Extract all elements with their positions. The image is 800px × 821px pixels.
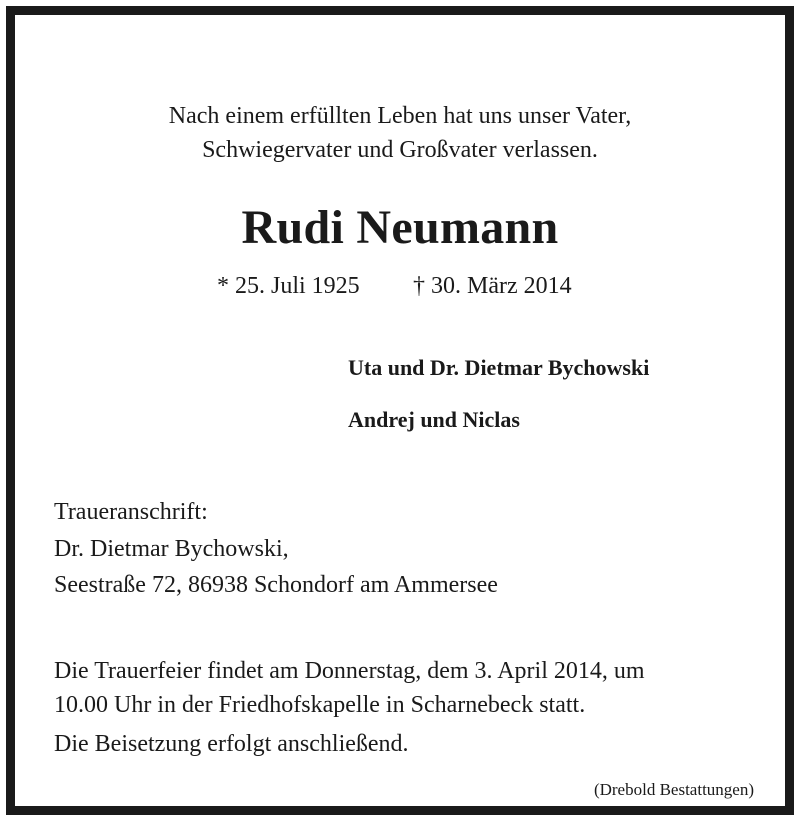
intro-line-1: Nach einem erfüllten Leben hat uns unser Vater, <box>168 103 632 129</box>
family-line-1: Uta und Dr. Dietmar Bychowski <box>348 355 650 380</box>
deceased-name: Rudi Neumann <box>241 201 559 254</box>
undertaker-credit: (Drebold Bestattungen) <box>593 780 754 799</box>
ceremony-line-1: Die Trauerfeier findet am Donnerstag, dem 3. April 2014, um <box>54 658 645 684</box>
death-date: † 30. März 2014 <box>413 273 572 299</box>
burial-note: Die Beisetzung erfolgt anschließend. <box>54 731 409 757</box>
address-street-city: Seestraße 72, 86938 Schondorf am Ammersee <box>54 572 498 598</box>
ceremony-line-2: 10.00 Uhr in der Friedhofskapelle in Scharnebeck statt. <box>54 692 586 718</box>
birth-date: * 25. Juli 1925 <box>217 273 360 299</box>
address-name: Dr. Dietmar Bychowski, <box>54 536 289 562</box>
family-line-2: Andrej und Niclas <box>348 407 520 432</box>
address-heading: Traueranschrift: <box>54 499 208 525</box>
intro-line-2: Schwiegervater und Großvater verlassen. <box>202 137 598 163</box>
obituary-frame <box>6 6 794 815</box>
